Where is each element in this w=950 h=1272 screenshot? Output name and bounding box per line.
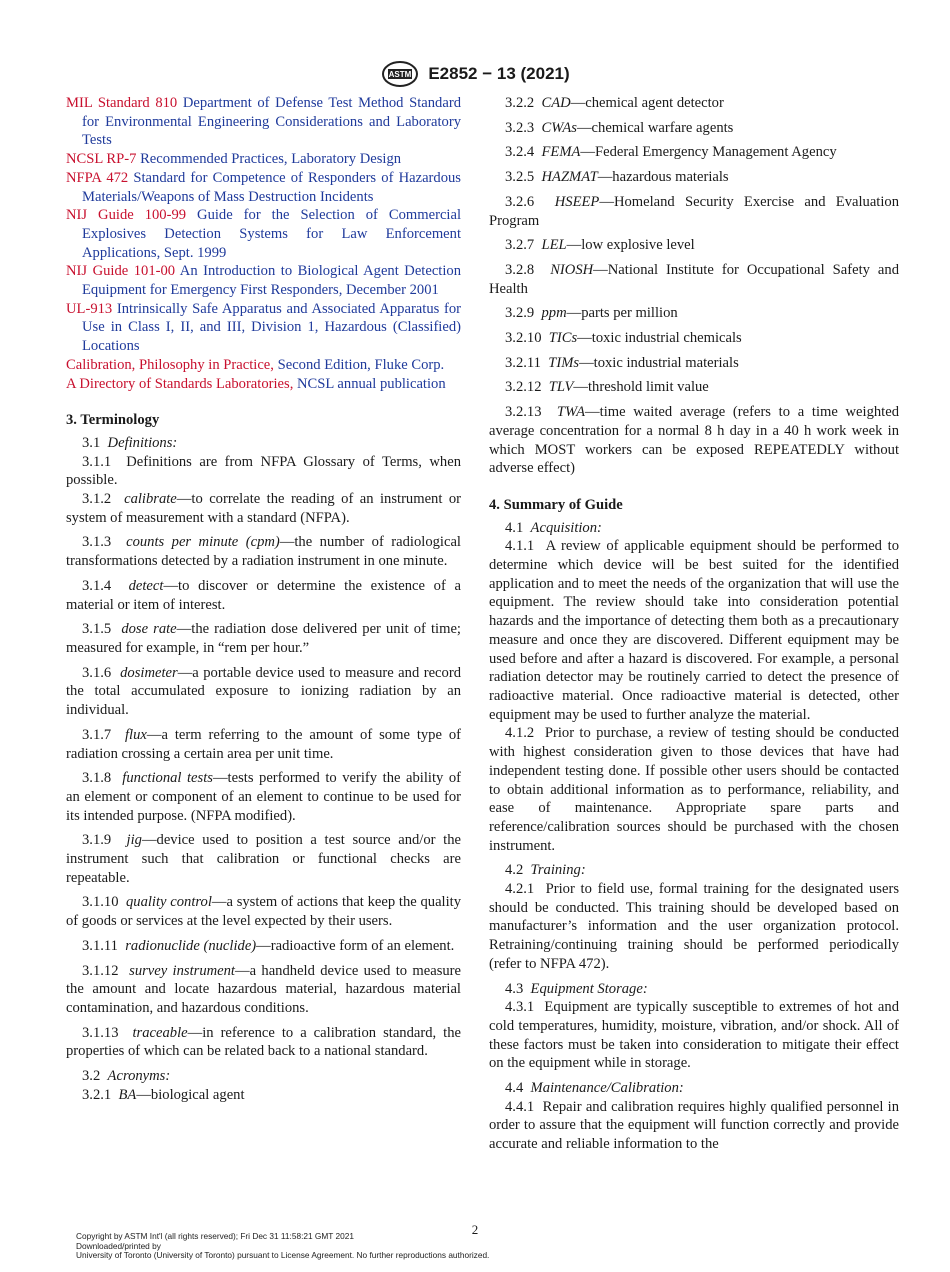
defined-term: CAD [541, 95, 571, 111]
paragraph [489, 861, 899, 880]
summary-list [489, 519, 899, 1154]
reference-title: Intrinsically Safe Apparatus and Associated Apparatus for Use in Class I, II, and III, Division 1, Hazardous (Classified) Locations [82, 300, 461, 355]
clause-text: Prior to field use, formal training for the designated users should be conducted. This training should be developed based on manufacturer’s information and the user organization protocol. Retraining/continuing training should be performed periodically (refer to NFPA 472). [489, 881, 899, 972]
defined-term: dose rate [121, 621, 177, 638]
reference-title: Standard for Competence of Responders of Hazardous Materials/Weapons of Mass Destruction Incidents [82, 169, 461, 205]
clause-number: 3.2 [82, 1068, 101, 1085]
clause-number: 3.1.12 [82, 962, 119, 979]
clause-number: 3.2.8 [505, 261, 535, 278]
clause-text: —low explosive level [566, 237, 695, 254]
reference-item [66, 375, 461, 394]
paragraph [66, 664, 461, 720]
document-id: E2852 − 13 (2021) [428, 64, 570, 83]
paragraph [66, 1086, 461, 1105]
clause-number: 3.1.6 [82, 664, 112, 681]
clause-text: —device used to position a test source and/or the instrument such that calibration or functional checks are repeatable. [66, 832, 462, 886]
reference-title: An Introduction to Biological Agent Detection Equipment for Emergency First Responders, December 2001 [82, 263, 462, 299]
defined-term: FEMA [541, 144, 581, 161]
clause-text: —a term referring to the amount of some type of radiation crossing a certain area per unit time. [66, 726, 461, 762]
paragraph [66, 434, 461, 453]
paragraph [489, 1079, 899, 1098]
paragraph [66, 726, 461, 763]
paragraph [489, 168, 899, 187]
clause-text: —to discover or determine the existence of a material or item of interest. [66, 577, 461, 613]
clause-number: 3.1.10 [82, 894, 119, 911]
clause-number: 4.1.1 [505, 538, 535, 555]
defined-term: TLV [548, 379, 574, 396]
paragraph [66, 769, 461, 825]
clause-text: —radioactive form of an element. [256, 937, 455, 954]
clause-number: 4.2.1 [505, 881, 535, 898]
defined-term: TIMs [548, 354, 580, 371]
clause-text: —toxic industrial chemicals [577, 330, 742, 347]
paragraph [489, 998, 899, 1073]
clause-text: —chemical agent detector [570, 95, 724, 111]
clause-text: Prior to purchase, a review of testing should be conducted with highest consideration given to those devices that have had independent testing done. If possible other users should be contacted to obtain additional information as to performance, reliability, and ease of maintenance. Appropriate spare parts and reference/calibration sources should be purchased with the chosen instrument. [489, 725, 899, 854]
defined-term: Training: [530, 862, 586, 879]
reference-code: Calibration, Philosophy in Practice, [66, 356, 274, 373]
defined-term: quality control [125, 894, 212, 911]
clause-number: 3.1.4 [82, 577, 112, 594]
defined-term: HSEEP [554, 193, 600, 210]
clause-text: —the number of radiological transformations detected by a radiation instrument in one minute. [66, 534, 461, 570]
definitions-list [66, 434, 461, 1105]
paragraph [66, 533, 461, 570]
astm-logo-icon [380, 60, 420, 88]
clause-text: —threshold limit value [573, 379, 709, 396]
defined-term: functional tests [122, 770, 213, 787]
clause-text: Definitions are from NFPA Glossary of Terms, when possible. [66, 453, 461, 489]
clause-number: 3.1.1 [82, 453, 112, 470]
clause-number: 3.1.9 [82, 832, 112, 849]
copyright-footer [76, 1232, 489, 1261]
defined-term: Equipment Storage: [530, 980, 648, 997]
clause-number: 4.3 [505, 980, 524, 997]
defined-term: ppm [541, 305, 567, 322]
clause-text: —in reference to a calibration standard, the properties of which can be related back to a national standard. [66, 1024, 462, 1060]
defined-term: CWAs [541, 119, 577, 136]
clause-number: 3.2.1 [82, 1086, 112, 1103]
clause-text: —parts per million [566, 305, 678, 322]
svg-text:ASTM: ASTM [389, 70, 412, 79]
page-header [0, 60, 950, 88]
reference-list [66, 94, 461, 393]
clause-text: —hazardous materials [597, 169, 729, 186]
clause-text: —biological agent [136, 1086, 245, 1103]
clause-text: —a system of actions that keep the quality of goods or services at the level expected by their users. [66, 894, 462, 930]
paragraph [489, 724, 899, 855]
clause-number: 3.1 [82, 434, 101, 451]
clause-number: 3.1.7 [82, 726, 112, 743]
reference-code: NFPA 472 [66, 169, 129, 186]
reference-title: Department of Defense Test Method Standard for Environmental Engineering Considerations and Laboratory Tests [82, 95, 461, 149]
clause-number: 3.2.5 [505, 169, 535, 186]
section-4-heading: 4. Summary of Guide [489, 496, 623, 513]
reference-code: NCSL RP-7 [66, 151, 137, 168]
clause-number: 4.4 [505, 1080, 524, 1097]
paragraph [489, 403, 899, 478]
clause-number: 3.2.3 [505, 119, 535, 136]
clause-text: Repair and calibration requires highly qualified personnel in order to assure that the equipment will function correctly and provide accurate and reliable information to the [489, 1098, 899, 1153]
clause-text: —Homeland Security Exercise and Evaluation Program [489, 193, 899, 229]
defined-term: flux [124, 726, 147, 743]
clause-number: 4.1 [505, 519, 524, 536]
footer-line: Downloaded/printed by [76, 1240, 161, 1251]
paragraph [489, 119, 899, 138]
defined-term: Acquisition: [530, 519, 602, 536]
reference-code: A Directory of Standards Laboratories, [66, 375, 294, 392]
defined-term: TWA [556, 404, 586, 421]
paragraph [66, 1024, 461, 1061]
paragraph [489, 354, 899, 373]
clause-number: 3.2.7 [505, 237, 535, 254]
defined-term: survey instrument [129, 962, 235, 979]
reference-item [66, 169, 461, 206]
footer-line: Copyright by ASTM Int'l (all rights reserved); Fri Dec 31 11:58:21 GMT 2021 [76, 1231, 354, 1241]
clause-text: —a handheld device used to measure the amount and locate hazardous material, hazardous material contamination, and hazardous conditions. [66, 962, 462, 1016]
defined-term: calibrate [124, 491, 177, 508]
paragraph [489, 94, 899, 113]
paragraph [489, 1098, 899, 1154]
clause-number: 3.1.5 [82, 621, 112, 638]
paragraph [66, 962, 461, 1018]
defined-term: Maintenance/Calibration: [530, 1080, 684, 1097]
paragraph [489, 193, 899, 230]
paragraph [489, 236, 899, 255]
clause-text: —toxic industrial materials [579, 354, 739, 371]
clause-number: 3.2.11 [505, 354, 541, 371]
paragraph [66, 620, 461, 657]
paragraph [66, 490, 461, 527]
defined-term: traceable [132, 1024, 188, 1041]
paragraph [489, 980, 899, 999]
clause-number: 3.2.2 [505, 95, 535, 111]
defined-term: LEL [541, 237, 567, 254]
reference-item [66, 356, 461, 375]
reference-item [66, 300, 461, 356]
section-3-heading: 3. Terminology [66, 412, 160, 429]
reference-title: NCSL annual publication [297, 375, 446, 392]
paragraph [66, 831, 461, 887]
defined-term: counts per minute (cpm) [126, 534, 280, 551]
defined-term: detect [128, 577, 164, 594]
clause-text: —chemical warfare agents [576, 119, 734, 136]
clause-text: —Federal Emergency Management Agency [580, 144, 837, 161]
defined-term: NIOSH [550, 261, 594, 278]
clause-number: 4.2 [505, 862, 524, 879]
right-column [489, 94, 899, 1154]
left-column [66, 94, 461, 1104]
reference-item [66, 262, 462, 299]
reference-title: Second Edition, Fluke Corp. [277, 356, 445, 373]
defined-term: Acronyms: [107, 1068, 171, 1085]
clause-number: 4.1.2 [505, 725, 535, 742]
reference-item [66, 94, 461, 150]
clause-number: 4.4.1 [505, 1098, 535, 1115]
defined-term: Definitions: [107, 434, 178, 451]
paragraph [489, 880, 899, 974]
paragraph [66, 577, 461, 614]
paragraph [489, 261, 899, 298]
clause-number: 3.1.2 [82, 491, 112, 508]
defined-term: dosimeter [120, 664, 178, 681]
clause-text: A review of applicable equipment should be performed to determine which device will be best suited for the identified application and to meet the needs of the organization that will use the equipment. The review should take into consideration potential hazards and the importance of detecting them both as a precautionary measure and once they are discovered. Different equipment may be used before and after a hazard is discovered. For example, a personal radiation detector may be routinely carried to detect the presence of radioactive material. Once radioactive material is detected, other equipment may be used to further analyze the material. [489, 538, 899, 723]
clause-text: Equipment are typically susceptible to extremes of hot and cold temperatures, humidity, moisture, vibration, and/or shock. All of these factors must be taken into consideration to mitigate their effect on the equipment while in storage. [489, 999, 900, 1072]
clause-text: —time waited average (refers to a time weighted average concentration for a normal 8 h day in a 40 h work week in which MOST workers can be exposed REPEATEDLY without adverse effect) [489, 404, 900, 477]
clause-number: 3.2.10 [505, 330, 542, 347]
clause-number: 3.2.12 [505, 379, 542, 396]
page-number: 2 [471, 1222, 479, 1237]
clause-text: —to correlate the reading of an instrument or system of measurement with a standard (NFPA). [66, 491, 462, 526]
defined-term: radionuclide (nuclide) [125, 937, 257, 954]
paragraph [489, 378, 899, 397]
clause-number: 3.2.13 [505, 404, 542, 421]
reference-code: NIJ Guide 100-99 [66, 207, 187, 224]
defined-term: BA [118, 1086, 137, 1103]
paragraph [66, 893, 461, 930]
clause-number: 3.2.6 [505, 193, 535, 210]
reference-title: Guide for the Selection of Commercial Explosives Detection Systems for Law Enforcement Applications, Sept. 1999 [82, 207, 462, 261]
clause-number: 3.1.11 [82, 937, 118, 954]
paragraph [489, 537, 899, 724]
footer-line: University of Toronto (University of Toronto) pursuant to License Agreement. No further reproductions authorized. [76, 1250, 490, 1261]
acronyms-list-continued [489, 94, 899, 478]
reference-item [66, 150, 461, 169]
paragraph [489, 519, 899, 538]
reference-code: UL-913 [66, 300, 113, 317]
reference-code: NIJ Guide 101-00 [66, 263, 176, 280]
clause-text: —a portable device used to measure and record the total accumulated exposure to ionizing radiation by an individual. [66, 664, 461, 719]
paragraph [66, 453, 461, 490]
clause-number: 4.3.1 [505, 999, 535, 1016]
clause-number: 3.1.13 [82, 1024, 119, 1041]
clause-text: —tests performed to verify the ability of an element or component of an element to continue to be used for its intended purpose. (NFPA modified). [66, 770, 461, 824]
paragraph [489, 143, 899, 162]
paragraph [66, 937, 461, 956]
paragraph [489, 329, 899, 348]
reference-title: Recommended Practices, Laboratory Design [140, 151, 402, 168]
clause-number: 3.1.3 [82, 534, 112, 551]
clause-number: 3.1.8 [82, 770, 112, 787]
clause-number: 3.2.4 [505, 144, 535, 161]
clause-text: —National Institute for Occupational Safety and Health [489, 261, 899, 297]
reference-code: MIL Standard 810 [66, 95, 178, 111]
defined-term: HAZMAT [541, 169, 598, 186]
paragraph [489, 304, 899, 323]
defined-term: TICs [548, 330, 578, 347]
clause-number: 3.2.9 [505, 305, 535, 322]
clause-text: —the radiation dose delivered per unit of time; measured for example, in “rem per hour.” [66, 621, 461, 656]
paragraph [66, 1067, 461, 1086]
reference-item [66, 206, 462, 262]
defined-term: jig [126, 832, 142, 849]
